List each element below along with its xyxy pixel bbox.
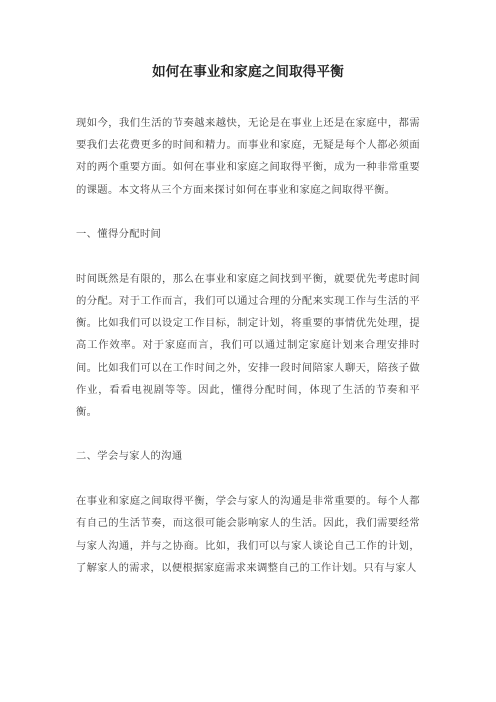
intro-paragraph: 现如今，我们生活的节奏越来越快，无论是在事业上还是在家庭中，都需要我们去花费更多的时间和精力。而事业和家庭，无疑是每个人都必须面对的两个重要方面。如何在事业和家庭之间取得平衡，成为一种非常重要的课题。本文将从三个方面来探讨如何在事业和家庭之间取得平衡。 bbox=[76, 117, 420, 196]
section-heading-2: 二、学会与家人的沟通 bbox=[76, 450, 183, 463]
spacer bbox=[76, 201, 420, 223]
section-heading-1: 一、懂得分配时间 bbox=[76, 227, 162, 240]
spacer bbox=[76, 423, 420, 445]
section-body-1: 时间既然是有限的，那么在事业和家庭之间找到平衡，就要优先考虑时间的分配。对于工作而言，我们可以通过合理的分配来实现工作与生活的平衡。比如我们可以设定工作目标，制定计划，将重要的事情优先处理，提高工作效率。对于家庭而言，我们可以通过制定家庭计划来合理安排时间。比如我们可以在工作时间之外，安排一段时间陪家人聊天，陪孩子做作业，看看电视剧等等。因此，懂得分配时间，体现了生活的节奏和平衡。 bbox=[76, 272, 420, 419]
document-title: 如何在事业和家庭之间取得平衡 bbox=[152, 64, 344, 80]
spacer bbox=[76, 467, 420, 490]
spacer bbox=[76, 245, 420, 268]
section-body-2: 在事业和家庭之间取得平衡，学会与家人的沟通是非常重要的。每个人都有自己的生活节奏，而这很可能会影响家人的生活。因此，我们需要经常与家人沟通，并与之协商。比如，我们可以与家人谈论自己工作的计划，了解家人的需求，以便根据家庭需求来调整自己的工作计划。只有与家人 bbox=[76, 495, 420, 574]
